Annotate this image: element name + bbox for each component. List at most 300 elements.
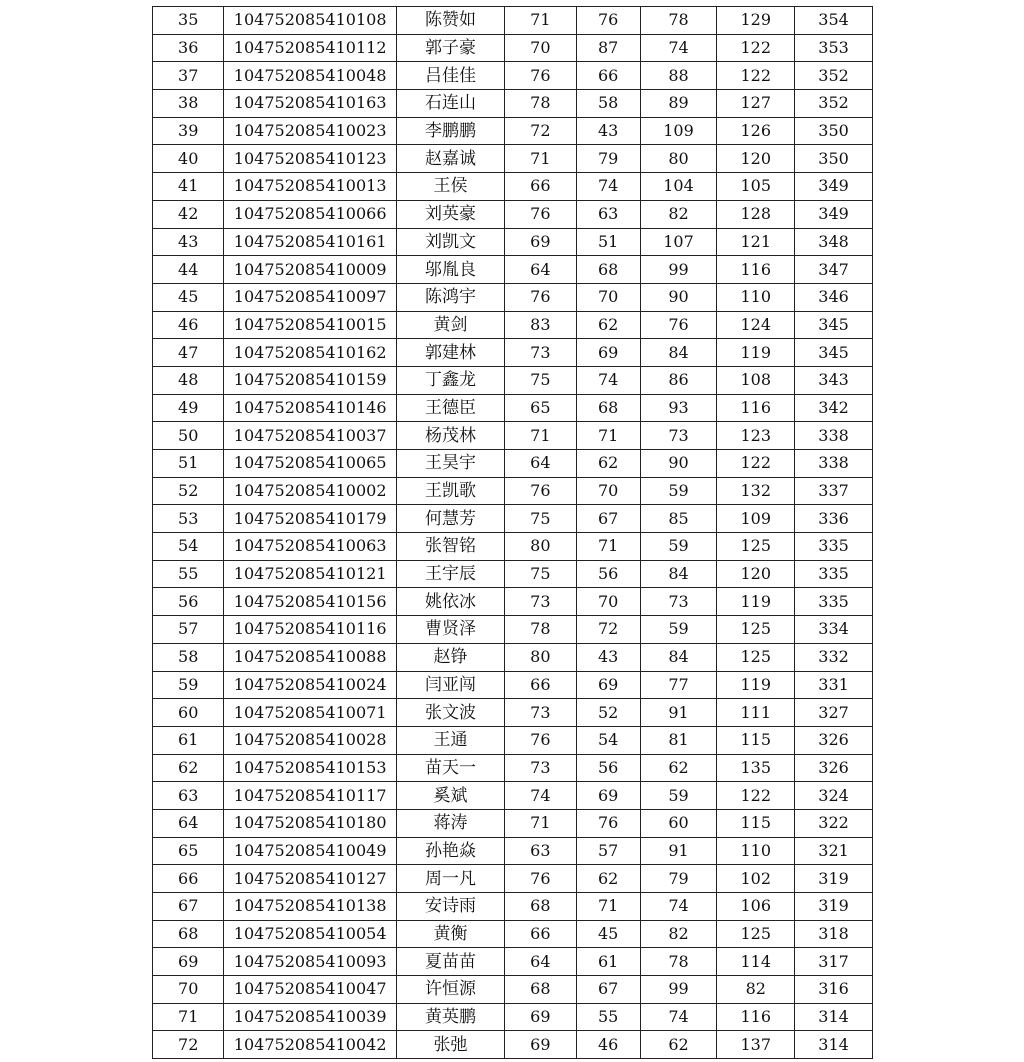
score-4-cell: 135 <box>717 754 795 782</box>
score-2-cell: 55 <box>576 1003 640 1031</box>
total-score-cell: 354 <box>795 7 873 35</box>
name-cell: 王昊宇 <box>396 450 504 478</box>
score-3-cell: 73 <box>640 422 717 450</box>
rank-cell: 53 <box>153 505 224 533</box>
score-4-cell: 125 <box>717 616 795 644</box>
table-row <box>153 394 873 422</box>
score-4-cell: 132 <box>717 477 795 505</box>
table-row <box>153 616 873 644</box>
name-cell: 安诗雨 <box>396 893 504 921</box>
total-score-cell: 343 <box>795 366 873 394</box>
total-score-cell: 337 <box>795 477 873 505</box>
score-3-cell: 59 <box>640 782 717 810</box>
total-score-cell: 335 <box>795 533 873 561</box>
score-3-cell: 109 <box>640 117 717 145</box>
score-1-cell: 72 <box>505 117 576 145</box>
score-2-cell: 70 <box>576 588 640 616</box>
score-2-cell: 87 <box>576 34 640 62</box>
table-row <box>153 422 873 450</box>
total-score-cell: 332 <box>795 643 873 671</box>
score-1-cell: 69 <box>505 1003 576 1031</box>
table-row <box>153 837 873 865</box>
table-row <box>153 948 873 976</box>
candidate-id-cell: 104752085410009 <box>224 256 396 284</box>
rank-cell: 41 <box>153 173 224 201</box>
score-2-cell: 52 <box>576 699 640 727</box>
candidate-id-cell: 104752085410093 <box>224 948 396 976</box>
score-2-cell: 62 <box>576 450 640 478</box>
name-cell: 许恒源 <box>396 976 504 1004</box>
candidate-id-cell: 104752085410123 <box>224 145 396 173</box>
rank-cell: 45 <box>153 283 224 311</box>
rank-cell: 62 <box>153 754 224 782</box>
score-3-cell: 107 <box>640 228 717 256</box>
candidate-id-cell: 104752085410097 <box>224 283 396 311</box>
total-score-cell: 352 <box>795 90 873 118</box>
score-1-cell: 83 <box>505 311 576 339</box>
name-cell: 邬胤良 <box>396 256 504 284</box>
score-2-cell: 74 <box>576 366 640 394</box>
candidate-id-cell: 104752085410127 <box>224 865 396 893</box>
table-row <box>153 976 873 1004</box>
score-4-cell: 109 <box>717 505 795 533</box>
rank-cell: 36 <box>153 34 224 62</box>
candidate-id-cell: 104752085410116 <box>224 616 396 644</box>
score-3-cell: 90 <box>640 450 717 478</box>
score-1-cell: 66 <box>505 920 576 948</box>
name-cell: 赵嘉诚 <box>396 145 504 173</box>
name-cell: 奚斌 <box>396 782 504 810</box>
candidate-id-cell: 104752085410063 <box>224 533 396 561</box>
total-score-cell: 349 <box>795 200 873 228</box>
candidate-id-cell: 104752085410024 <box>224 671 396 699</box>
name-cell: 王通 <box>396 726 504 754</box>
score-1-cell: 71 <box>505 7 576 35</box>
score-1-cell: 80 <box>505 643 576 671</box>
candidate-id-cell: 104752085410037 <box>224 422 396 450</box>
name-cell: 曹贤泽 <box>396 616 504 644</box>
score-3-cell: 73 <box>640 588 717 616</box>
candidate-id-cell: 104752085410180 <box>224 809 396 837</box>
score-4-cell: 119 <box>717 339 795 367</box>
table-row <box>153 671 873 699</box>
name-cell: 刘英豪 <box>396 200 504 228</box>
total-score-cell: 353 <box>795 34 873 62</box>
candidate-id-cell: 104752085410013 <box>224 173 396 201</box>
score-3-cell: 62 <box>640 754 717 782</box>
score-4-cell: 128 <box>717 200 795 228</box>
rank-cell: 70 <box>153 976 224 1004</box>
score-3-cell: 80 <box>640 145 717 173</box>
total-score-cell: 319 <box>795 893 873 921</box>
rank-cell: 49 <box>153 394 224 422</box>
score-2-cell: 71 <box>576 422 640 450</box>
score-3-cell: 59 <box>640 477 717 505</box>
score-3-cell: 99 <box>640 256 717 284</box>
candidate-id-cell: 104752085410153 <box>224 754 396 782</box>
table-row <box>153 1003 873 1031</box>
score-3-cell: 76 <box>640 311 717 339</box>
table-row <box>153 34 873 62</box>
table-row <box>153 311 873 339</box>
score-2-cell: 76 <box>576 809 640 837</box>
rank-cell: 63 <box>153 782 224 810</box>
name-cell: 夏苗苗 <box>396 948 504 976</box>
total-score-cell: 335 <box>795 560 873 588</box>
score-4-cell: 123 <box>717 422 795 450</box>
total-score-cell: 314 <box>795 1031 873 1059</box>
score-2-cell: 56 <box>576 560 640 588</box>
table-row <box>153 588 873 616</box>
table-row <box>153 477 873 505</box>
rank-cell: 51 <box>153 450 224 478</box>
total-score-cell: 349 <box>795 173 873 201</box>
rank-cell: 44 <box>153 256 224 284</box>
score-3-cell: 79 <box>640 865 717 893</box>
candidate-id-cell: 104752085410039 <box>224 1003 396 1031</box>
score-2-cell: 58 <box>576 90 640 118</box>
score-4-cell: 122 <box>717 34 795 62</box>
candidate-id-cell: 104752085410162 <box>224 339 396 367</box>
score-4-cell: 137 <box>717 1031 795 1059</box>
rank-cell: 50 <box>153 422 224 450</box>
candidate-id-cell: 104752085410054 <box>224 920 396 948</box>
score-1-cell: 80 <box>505 533 576 561</box>
rank-cell: 59 <box>153 671 224 699</box>
score-2-cell: 74 <box>576 173 640 201</box>
candidate-id-cell: 104752085410065 <box>224 450 396 478</box>
table-row <box>153 256 873 284</box>
score-2-cell: 57 <box>576 837 640 865</box>
table-row <box>153 283 873 311</box>
score-2-cell: 68 <box>576 256 640 284</box>
table-row <box>153 366 873 394</box>
score-2-cell: 69 <box>576 339 640 367</box>
score-1-cell: 71 <box>505 422 576 450</box>
rank-cell: 40 <box>153 145 224 173</box>
rank-cell: 71 <box>153 1003 224 1031</box>
score-3-cell: 59 <box>640 616 717 644</box>
total-score-cell: 350 <box>795 117 873 145</box>
score-3-cell: 85 <box>640 505 717 533</box>
score-1-cell: 78 <box>505 90 576 118</box>
rank-cell: 65 <box>153 837 224 865</box>
total-score-cell: 326 <box>795 726 873 754</box>
score-3-cell: 90 <box>640 283 717 311</box>
score-1-cell: 64 <box>505 256 576 284</box>
total-score-cell: 327 <box>795 699 873 727</box>
candidate-id-cell: 104752085410159 <box>224 366 396 394</box>
score-4-cell: 124 <box>717 311 795 339</box>
name-cell: 周一凡 <box>396 865 504 893</box>
score-4-cell: 122 <box>717 782 795 810</box>
score-4-cell: 105 <box>717 173 795 201</box>
score-3-cell: 60 <box>640 809 717 837</box>
name-cell: 刘凯文 <box>396 228 504 256</box>
table-row <box>153 173 873 201</box>
table-row <box>153 782 873 810</box>
score-2-cell: 72 <box>576 616 640 644</box>
name-cell: 蒋涛 <box>396 809 504 837</box>
score-table <box>152 6 873 1059</box>
table-row <box>153 450 873 478</box>
table-row <box>153 505 873 533</box>
name-cell: 何慧芳 <box>396 505 504 533</box>
candidate-id-cell: 104752085410042 <box>224 1031 396 1059</box>
score-1-cell: 76 <box>505 283 576 311</box>
score-4-cell: 125 <box>717 920 795 948</box>
candidate-id-cell: 104752085410179 <box>224 505 396 533</box>
candidate-id-cell: 104752085410117 <box>224 782 396 810</box>
score-4-cell: 82 <box>717 976 795 1004</box>
score-4-cell: 116 <box>717 394 795 422</box>
score-2-cell: 70 <box>576 283 640 311</box>
table-row <box>153 228 873 256</box>
candidate-id-cell: 104752085410156 <box>224 588 396 616</box>
table-row <box>153 809 873 837</box>
score-1-cell: 71 <box>505 145 576 173</box>
score-2-cell: 45 <box>576 920 640 948</box>
name-cell: 郭子豪 <box>396 34 504 62</box>
total-score-cell: 331 <box>795 671 873 699</box>
score-4-cell: 122 <box>717 62 795 90</box>
total-score-cell: 350 <box>795 145 873 173</box>
name-cell: 苗天一 <box>396 754 504 782</box>
score-1-cell: 76 <box>505 200 576 228</box>
name-cell: 陈赞如 <box>396 7 504 35</box>
name-cell: 石连山 <box>396 90 504 118</box>
score-1-cell: 75 <box>505 560 576 588</box>
score-1-cell: 73 <box>505 588 576 616</box>
score-3-cell: 86 <box>640 366 717 394</box>
rank-cell: 38 <box>153 90 224 118</box>
score-2-cell: 67 <box>576 976 640 1004</box>
name-cell: 王侯 <box>396 173 504 201</box>
rank-cell: 67 <box>153 893 224 921</box>
candidate-id-cell: 104752085410088 <box>224 643 396 671</box>
score-2-cell: 67 <box>576 505 640 533</box>
score-4-cell: 106 <box>717 893 795 921</box>
rank-cell: 57 <box>153 616 224 644</box>
total-score-cell: 342 <box>795 394 873 422</box>
total-score-cell: 338 <box>795 422 873 450</box>
score-1-cell: 73 <box>505 339 576 367</box>
rank-cell: 64 <box>153 809 224 837</box>
candidate-id-cell: 104752085410048 <box>224 62 396 90</box>
score-2-cell: 43 <box>576 117 640 145</box>
total-score-cell: 314 <box>795 1003 873 1031</box>
score-3-cell: 88 <box>640 62 717 90</box>
score-3-cell: 84 <box>640 339 717 367</box>
name-cell: 黄衡 <box>396 920 504 948</box>
name-cell: 王宇辰 <box>396 560 504 588</box>
table-row <box>153 62 873 90</box>
score-3-cell: 74 <box>640 34 717 62</box>
table-row <box>153 117 873 145</box>
score-4-cell: 115 <box>717 726 795 754</box>
score-4-cell: 110 <box>717 283 795 311</box>
score-2-cell: 71 <box>576 893 640 921</box>
name-cell: 陈鸿宇 <box>396 283 504 311</box>
score-4-cell: 110 <box>717 837 795 865</box>
name-cell: 张智铭 <box>396 533 504 561</box>
score-1-cell: 66 <box>505 173 576 201</box>
score-1-cell: 69 <box>505 228 576 256</box>
score-2-cell: 71 <box>576 533 640 561</box>
score-2-cell: 66 <box>576 62 640 90</box>
candidate-id-cell: 104752085410121 <box>224 560 396 588</box>
rank-cell: 72 <box>153 1031 224 1059</box>
score-3-cell: 89 <box>640 90 717 118</box>
score-1-cell: 75 <box>505 366 576 394</box>
candidate-id-cell: 104752085410112 <box>224 34 396 62</box>
candidate-id-cell: 104752085410049 <box>224 837 396 865</box>
score-4-cell: 116 <box>717 1003 795 1031</box>
total-score-cell: 324 <box>795 782 873 810</box>
score-4-cell: 126 <box>717 117 795 145</box>
total-score-cell: 345 <box>795 311 873 339</box>
candidate-id-cell: 104752085410028 <box>224 726 396 754</box>
score-1-cell: 65 <box>505 394 576 422</box>
score-4-cell: 121 <box>717 228 795 256</box>
score-2-cell: 54 <box>576 726 640 754</box>
table-row <box>153 726 873 754</box>
table-row <box>153 560 873 588</box>
rank-cell: 54 <box>153 533 224 561</box>
total-score-cell: 321 <box>795 837 873 865</box>
table-row <box>153 865 873 893</box>
table-row <box>153 90 873 118</box>
score-3-cell: 78 <box>640 7 717 35</box>
score-2-cell: 69 <box>576 671 640 699</box>
name-cell: 张弛 <box>396 1031 504 1059</box>
score-2-cell: 43 <box>576 643 640 671</box>
total-score-cell: 348 <box>795 228 873 256</box>
total-score-cell: 318 <box>795 920 873 948</box>
score-4-cell: 119 <box>717 671 795 699</box>
name-cell: 黄剑 <box>396 311 504 339</box>
score-1-cell: 64 <box>505 948 576 976</box>
score-3-cell: 82 <box>640 920 717 948</box>
score-3-cell: 99 <box>640 976 717 1004</box>
score-1-cell: 64 <box>505 450 576 478</box>
score-2-cell: 51 <box>576 228 640 256</box>
score-3-cell: 74 <box>640 893 717 921</box>
score-4-cell: 115 <box>717 809 795 837</box>
score-1-cell: 68 <box>505 976 576 1004</box>
name-cell: 吕佳佳 <box>396 62 504 90</box>
score-2-cell: 61 <box>576 948 640 976</box>
score-4-cell: 127 <box>717 90 795 118</box>
score-4-cell: 102 <box>717 865 795 893</box>
rank-cell: 58 <box>153 643 224 671</box>
total-score-cell: 316 <box>795 976 873 1004</box>
score-3-cell: 59 <box>640 533 717 561</box>
score-3-cell: 77 <box>640 671 717 699</box>
score-2-cell: 62 <box>576 865 640 893</box>
score-2-cell: 68 <box>576 394 640 422</box>
name-cell: 王德臣 <box>396 394 504 422</box>
table-row <box>153 643 873 671</box>
score-1-cell: 76 <box>505 726 576 754</box>
name-cell: 赵铮 <box>396 643 504 671</box>
total-score-cell: 319 <box>795 865 873 893</box>
candidate-id-cell: 104752085410047 <box>224 976 396 1004</box>
score-2-cell: 70 <box>576 477 640 505</box>
score-4-cell: 114 <box>717 948 795 976</box>
total-score-cell: 335 <box>795 588 873 616</box>
score-4-cell: 111 <box>717 699 795 727</box>
score-3-cell: 84 <box>640 560 717 588</box>
rank-cell: 39 <box>153 117 224 145</box>
score-4-cell: 116 <box>717 256 795 284</box>
score-4-cell: 108 <box>717 366 795 394</box>
name-cell: 黄英鹏 <box>396 1003 504 1031</box>
candidate-id-cell: 104752085410071 <box>224 699 396 727</box>
rank-cell: 47 <box>153 339 224 367</box>
score-1-cell: 69 <box>505 1031 576 1059</box>
total-score-cell: 334 <box>795 616 873 644</box>
score-1-cell: 75 <box>505 505 576 533</box>
score-4-cell: 129 <box>717 7 795 35</box>
score-3-cell: 91 <box>640 837 717 865</box>
table-row <box>153 339 873 367</box>
name-cell: 孙艳焱 <box>396 837 504 865</box>
total-score-cell: 346 <box>795 283 873 311</box>
score-1-cell: 68 <box>505 893 576 921</box>
score-1-cell: 73 <box>505 699 576 727</box>
score-1-cell: 73 <box>505 754 576 782</box>
score-1-cell: 76 <box>505 477 576 505</box>
candidate-id-cell: 104752085410015 <box>224 311 396 339</box>
score-4-cell: 125 <box>717 643 795 671</box>
score-2-cell: 62 <box>576 311 640 339</box>
candidate-id-cell: 104752085410023 <box>224 117 396 145</box>
score-4-cell: 125 <box>717 533 795 561</box>
name-cell: 杨茂林 <box>396 422 504 450</box>
candidate-id-cell: 104752085410161 <box>224 228 396 256</box>
candidate-id-cell: 104752085410146 <box>224 394 396 422</box>
score-table-body <box>153 7 873 1059</box>
name-cell: 丁鑫龙 <box>396 366 504 394</box>
total-score-cell: 326 <box>795 754 873 782</box>
rank-cell: 61 <box>153 726 224 754</box>
score-3-cell: 91 <box>640 699 717 727</box>
score-3-cell: 104 <box>640 173 717 201</box>
rank-cell: 60 <box>153 699 224 727</box>
total-score-cell: 347 <box>795 256 873 284</box>
rank-cell: 46 <box>153 311 224 339</box>
score-3-cell: 84 <box>640 643 717 671</box>
score-2-cell: 46 <box>576 1031 640 1059</box>
score-2-cell: 76 <box>576 7 640 35</box>
table-row <box>153 145 873 173</box>
score-1-cell: 74 <box>505 782 576 810</box>
name-cell: 闫亚闯 <box>396 671 504 699</box>
score-1-cell: 70 <box>505 34 576 62</box>
rank-cell: 52 <box>153 477 224 505</box>
score-2-cell: 79 <box>576 145 640 173</box>
score-4-cell: 120 <box>717 145 795 173</box>
rank-cell: 66 <box>153 865 224 893</box>
rank-cell: 42 <box>153 200 224 228</box>
score-3-cell: 74 <box>640 1003 717 1031</box>
total-score-cell: 317 <box>795 948 873 976</box>
table-row <box>153 7 873 35</box>
candidate-id-cell: 104752085410138 <box>224 893 396 921</box>
name-cell: 郭建林 <box>396 339 504 367</box>
total-score-cell: 352 <box>795 62 873 90</box>
